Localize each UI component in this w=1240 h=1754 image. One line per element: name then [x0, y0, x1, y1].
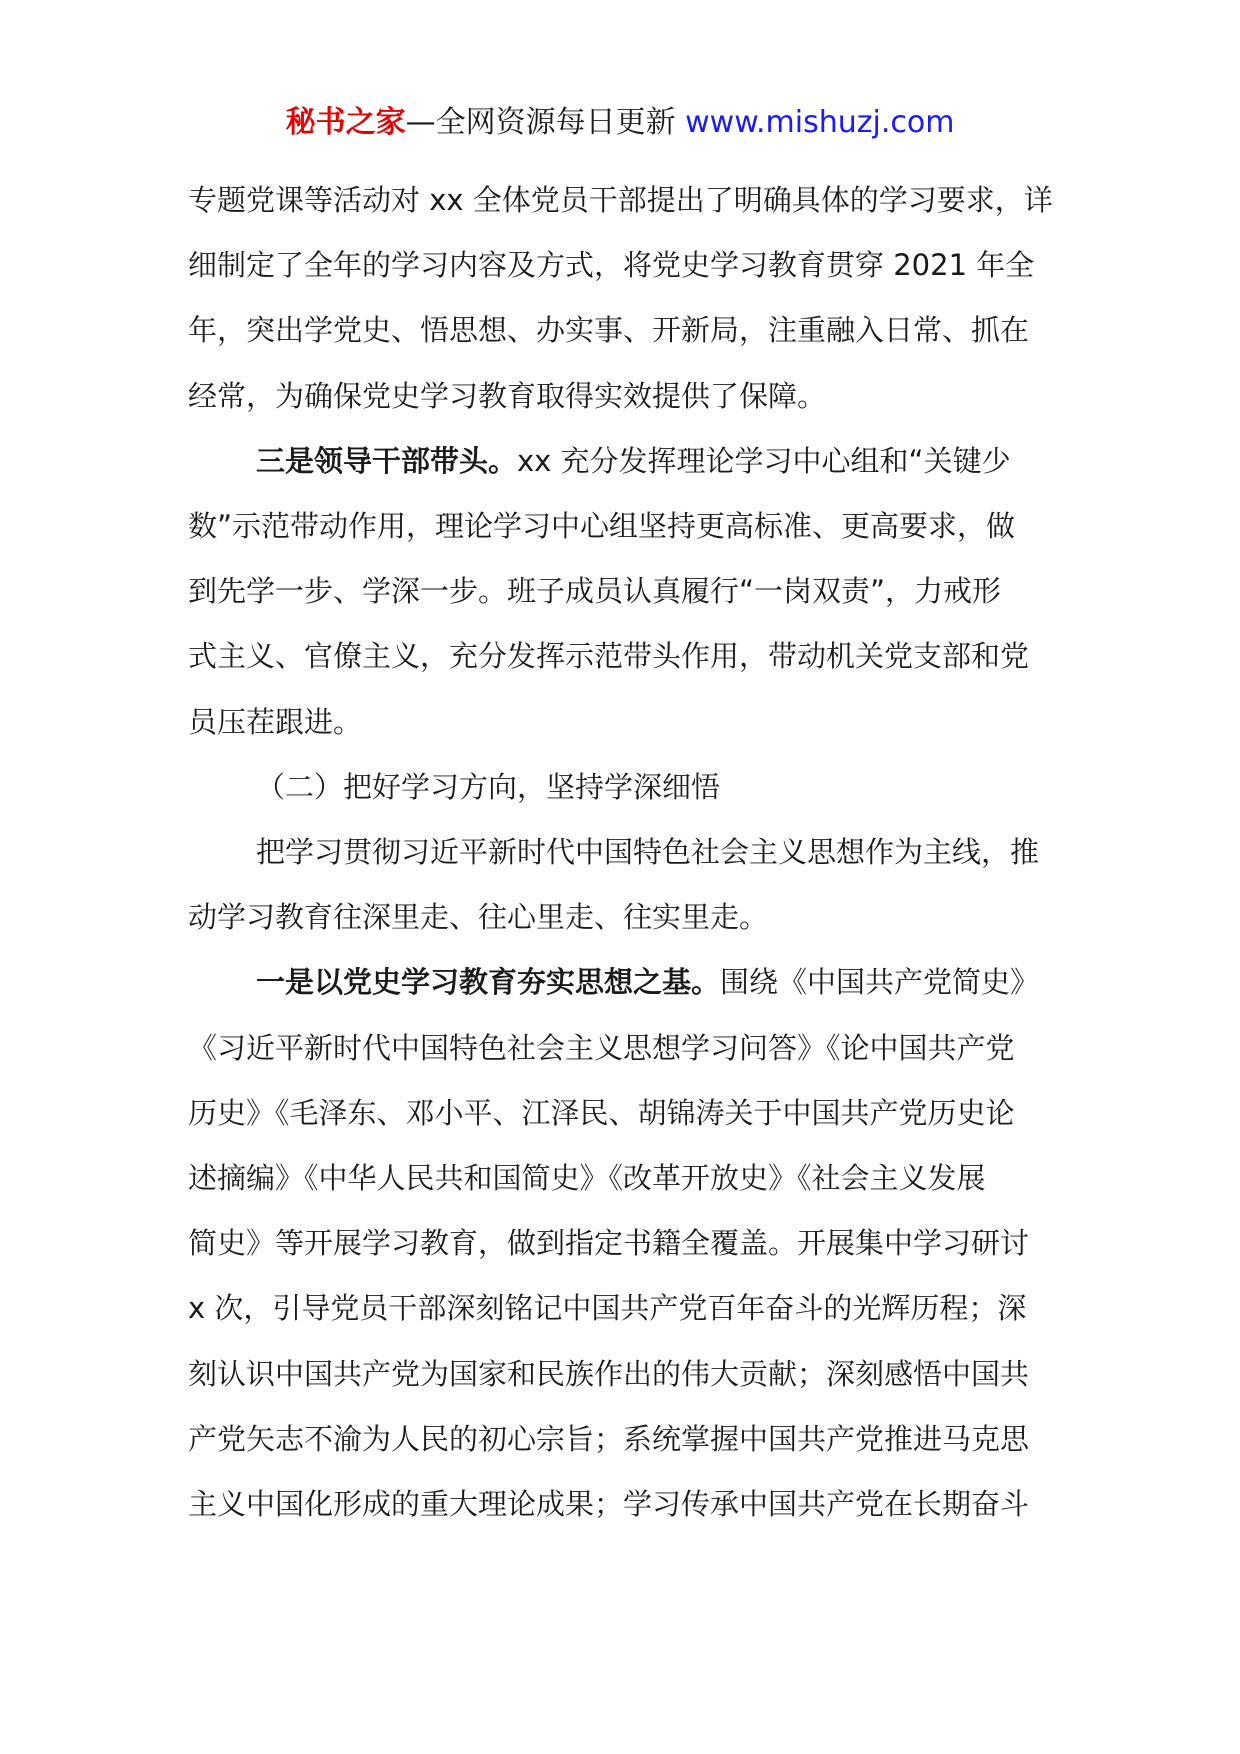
section-heading [188, 755, 1056, 820]
text-line-rest: xx 充分发挥理论学习中心组和“关键少 [517, 443, 1011, 478]
text-line: x 次，引导党员干部深刻铭记中国共产党百年奋斗的光辉历程；深 [188, 1291, 1027, 1326]
text-line [188, 429, 1056, 494]
section-heading-text: （二）把好学习方向，坚持学深细悟 [256, 769, 721, 804]
text-line: 《习近平新时代中国特色社会主义思想学习问答》《论中国共产党 [188, 1030, 1015, 1065]
text-line: 到先学一步、学深一步。班子成员认真履行“一岗双责”，力戒形 [188, 574, 1002, 609]
text-line: 产党矢志不渝为人民的初心宗旨；系统掌握中国共产党推进马克思 [188, 1421, 1030, 1456]
text-line [188, 950, 1056, 1015]
paragraph-leaders-take-lead [188, 429, 1056, 755]
text-line: 数”示范带动作用，理论学习中心组坚持更高标准、更高要求，做 [188, 509, 1016, 544]
text-line-rest: 围绕《中国共产党简史》 [720, 965, 1040, 1000]
text-line: 把学习贯彻习近平新时代中国特色社会主义思想作为主线，推 [256, 835, 1040, 870]
text-line: 细制定了全年的学习内容及方式，将党史学习教育贯穿 2021 年全 [188, 248, 1035, 283]
paragraph-party-history-study [188, 950, 1056, 1537]
header-tagline: —全网资源每日更新 [405, 105, 686, 140]
text-line: 专题党课等活动对 xx 全体党员干部提出了明确具体的学习要求，详 [188, 183, 1053, 217]
paragraph-lead-heading: 三是领导干部带头。 [256, 443, 518, 478]
text-line: 述摘编》《中华人民共和国简史》《改革开放史》《社会主义发展 [188, 1161, 986, 1196]
text-line: 经常，为确保党史学习教育取得实效提供了保障。 [188, 378, 827, 413]
text-line: 简史》等开展学习教育，做到指定书籍全覆盖。开展集中学习研讨 [188, 1226, 1030, 1261]
site-url[interactable]: www.mishuzj.com [685, 105, 955, 140]
text-line: 式主义、官僚主义，充分发挥示范带头作用，带动机关党支部和党 [188, 639, 1030, 674]
text-line: 员压茬跟进。 [188, 704, 363, 739]
brand-name: 秘书之家 [285, 105, 406, 140]
document-body [188, 168, 1056, 1537]
paragraph-main-line [188, 820, 1056, 950]
paragraph-continued [188, 168, 1056, 429]
text-line: 历史》《毛泽东、邓小平、江泽民、胡锦涛关于中国共产党历史论 [188, 1095, 1015, 1130]
text-line: 主义中国化形成的重大理论成果；学习传承中国共产党在长期奋斗 [188, 1487, 1030, 1522]
paragraph-lead-heading: 一是以党史学习教育夯实思想之基。 [256, 965, 721, 1000]
text-line: 动学习教育往深里走、往心里走、往实里走。 [188, 900, 769, 935]
text-line: 刻认识中国共产党为国家和民族作出的伟大贡献；深刻感悟中国共 [188, 1356, 1030, 1391]
text-line: 年，突出学党史、悟思想、办实事、开新局，注重融入日常、抓在 [188, 313, 1030, 348]
site-header [0, 103, 1240, 143]
